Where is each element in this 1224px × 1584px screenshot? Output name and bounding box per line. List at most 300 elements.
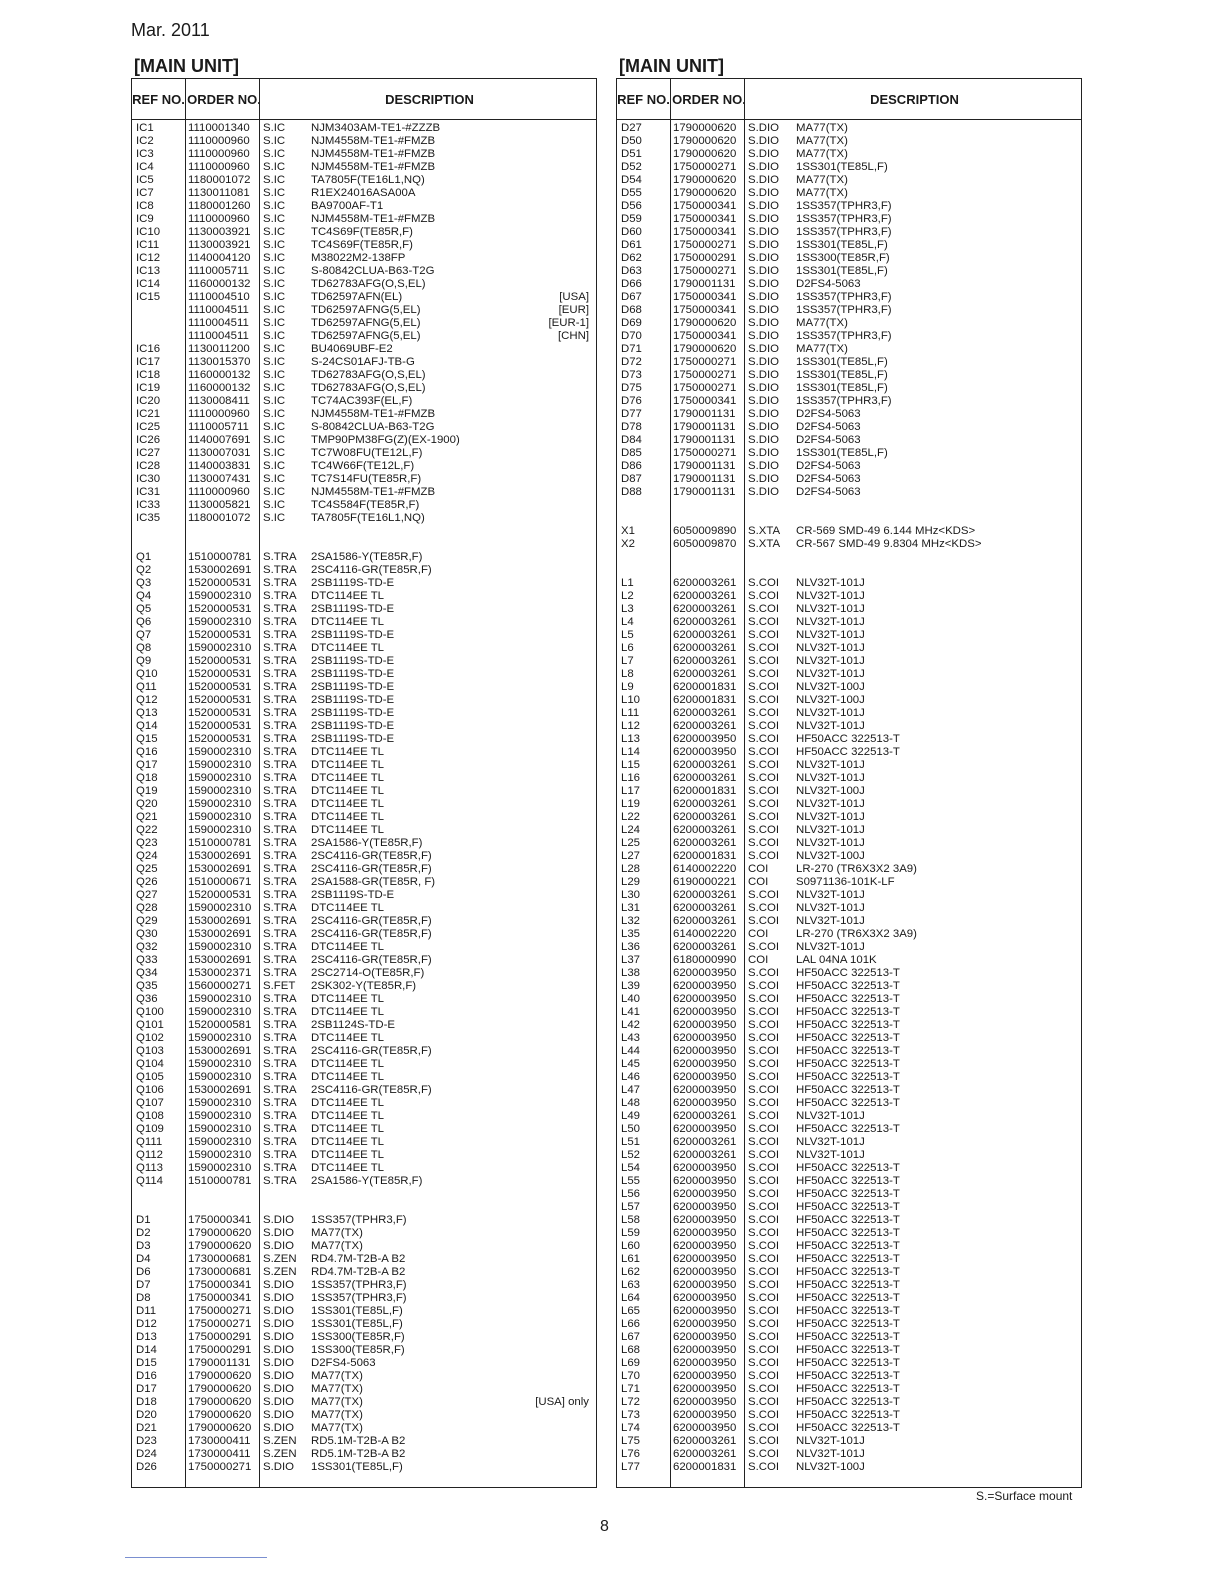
table-row bbox=[617, 239, 1081, 252]
ref-no: D14 bbox=[136, 1344, 157, 1356]
part-type: S.IC bbox=[263, 174, 286, 186]
ref-no: Q108 bbox=[136, 1110, 164, 1122]
ref-no: L56 bbox=[621, 1188, 641, 1200]
part-type: S.COI bbox=[748, 707, 780, 719]
part-type: S.TRA bbox=[263, 668, 297, 680]
order-no: 1520000531 bbox=[188, 889, 252, 901]
ref-no: D11 bbox=[136, 1305, 157, 1317]
ref-no: IC13 bbox=[136, 265, 161, 277]
order-no: 1530002371 bbox=[188, 967, 252, 979]
description: D2FS4-5063 bbox=[796, 408, 861, 420]
order-no: 1750000291 bbox=[188, 1331, 252, 1343]
description: DTC114EE TL bbox=[311, 902, 385, 914]
description: NLV32T-101J bbox=[796, 811, 865, 823]
order-no: 1790001131 bbox=[188, 1357, 251, 1369]
ref-no: IC10 bbox=[136, 226, 161, 238]
order-no: 1510000671 bbox=[188, 876, 252, 888]
order-no: 6200003950 bbox=[673, 1318, 737, 1330]
table-row bbox=[617, 200, 1081, 213]
description: D2FS4-5063 bbox=[311, 1357, 376, 1369]
description: DTC114EE TL bbox=[311, 1110, 385, 1122]
table-row bbox=[617, 902, 1081, 915]
table-row bbox=[617, 603, 1081, 616]
description: D2FS4-5063 bbox=[796, 486, 861, 498]
table-row bbox=[617, 421, 1081, 434]
ref-no: IC30 bbox=[136, 473, 161, 485]
description: HF50ACC 322513-T bbox=[796, 993, 900, 1005]
table-row bbox=[132, 343, 596, 356]
table-row bbox=[617, 1305, 1081, 1318]
part-type: S.TRA bbox=[263, 694, 297, 706]
ref-no: L42 bbox=[621, 1019, 641, 1031]
ref-no: Q106 bbox=[136, 1084, 164, 1096]
table-row bbox=[617, 330, 1081, 343]
order-no: 1110004511 bbox=[188, 330, 249, 342]
table-row bbox=[617, 564, 1081, 577]
order-no: 6200001831 bbox=[673, 694, 737, 706]
description: MA77(TX) bbox=[796, 122, 848, 134]
order-no: 1530002691 bbox=[188, 564, 252, 576]
ref-no: D86 bbox=[621, 460, 642, 472]
part-type: S.DIO bbox=[263, 1383, 295, 1395]
ref-no: IC12 bbox=[136, 252, 161, 264]
order-no: 1590002310 bbox=[188, 824, 252, 836]
table-row bbox=[132, 603, 596, 616]
table-row bbox=[617, 785, 1081, 798]
ref-no: D61 bbox=[621, 239, 642, 251]
description: LAL 04NA 101K bbox=[796, 954, 877, 966]
part-type: S.COI bbox=[748, 577, 780, 589]
table-row bbox=[132, 863, 596, 876]
order-no: 1750000341 bbox=[673, 226, 737, 238]
order-no: 1750000271 bbox=[188, 1461, 252, 1473]
ref-no: D68 bbox=[621, 304, 642, 316]
ref-no: IC8 bbox=[136, 200, 154, 212]
description: TC4S69F(TE85R,F) bbox=[311, 239, 413, 251]
table-row bbox=[132, 226, 596, 239]
table-row bbox=[132, 1162, 596, 1175]
ref-no: IC31 bbox=[136, 486, 161, 498]
part-type: S.COI bbox=[748, 1149, 780, 1161]
table-row bbox=[132, 1123, 596, 1136]
order-no: 6190000221 bbox=[673, 876, 737, 888]
part-type: S.DIO bbox=[263, 1357, 295, 1369]
table-row bbox=[132, 382, 596, 395]
ref-no: D7 bbox=[136, 1279, 151, 1291]
order-no: 1750000341 bbox=[188, 1279, 252, 1291]
part-type: S.COI bbox=[748, 1383, 780, 1395]
table-row bbox=[132, 1201, 596, 1214]
description: TC7W08FU(TE12L,F) bbox=[311, 447, 423, 459]
part-type: S.COI bbox=[748, 1227, 780, 1239]
ref-no: Q19 bbox=[136, 785, 158, 797]
ref-no: L7 bbox=[621, 655, 634, 667]
part-type: S.COI bbox=[748, 1136, 780, 1148]
description: NJM4558M-TE1-#FMZB bbox=[311, 148, 436, 160]
order-no: 1730000681 bbox=[188, 1253, 252, 1265]
part-type: S.DIO bbox=[748, 395, 780, 407]
table-row bbox=[617, 1331, 1081, 1344]
table-row bbox=[132, 577, 596, 590]
table-header bbox=[132, 79, 596, 120]
ref-no: Q102 bbox=[136, 1032, 164, 1044]
table-row bbox=[617, 759, 1081, 772]
order-no: 6200003261 bbox=[673, 759, 737, 771]
ref-no: IC4 bbox=[136, 161, 154, 173]
table-row bbox=[132, 941, 596, 954]
description: S-80842CLUA-B63-T2G bbox=[311, 265, 435, 277]
part-type: S.COI bbox=[748, 590, 780, 602]
order-no: 6200003950 bbox=[673, 1084, 737, 1096]
ref-no: L24 bbox=[621, 824, 641, 836]
order-no: 6200003261 bbox=[673, 616, 737, 628]
ref-no: IC18 bbox=[136, 369, 161, 381]
table-row bbox=[132, 954, 596, 967]
part-type: S.COI bbox=[748, 811, 780, 823]
part-type: S.COI bbox=[748, 733, 780, 745]
part-type: S.DIO bbox=[748, 200, 780, 212]
ref-no: Q4 bbox=[136, 590, 152, 602]
part-type: S.COI bbox=[748, 772, 780, 784]
table-row bbox=[617, 941, 1081, 954]
table-row bbox=[132, 486, 596, 499]
description: HF50ACC 322513-T bbox=[796, 1032, 900, 1044]
order-no: 6200003261 bbox=[673, 655, 737, 667]
description: 2SC4116-GR(TE85R,F) bbox=[311, 915, 432, 927]
order-no: 1590002310 bbox=[188, 1032, 252, 1044]
description: NLV32T-101J bbox=[796, 655, 865, 667]
part-type: COI bbox=[748, 876, 769, 888]
order-no: 1110000960 bbox=[188, 408, 250, 420]
ref-no: D12 bbox=[136, 1318, 157, 1330]
table-row bbox=[132, 187, 596, 200]
order-no: 1140004120 bbox=[188, 252, 251, 264]
description: HF50ACC 322513-T bbox=[796, 1071, 900, 1083]
table-row bbox=[132, 1019, 596, 1032]
table-row bbox=[617, 655, 1081, 668]
table-row bbox=[617, 213, 1081, 226]
part-type: S.TRA bbox=[263, 772, 297, 784]
description: NLV32T-100J bbox=[796, 850, 865, 862]
part-type: S.COI bbox=[748, 1188, 780, 1200]
ref-no: D24 bbox=[136, 1448, 157, 1460]
description: HF50ACC 322513-T bbox=[796, 733, 900, 745]
ref-no: L16 bbox=[621, 772, 641, 784]
table-row bbox=[132, 902, 596, 915]
table-row bbox=[617, 122, 1081, 135]
table-row bbox=[617, 551, 1081, 564]
part-type: S.COI bbox=[748, 993, 780, 1005]
description: DTC114EE TL bbox=[311, 590, 385, 602]
description: NLV32T-101J bbox=[796, 824, 865, 836]
part-type: S.IC bbox=[263, 382, 286, 394]
description: 2SC4116-GR(TE85R,F) bbox=[311, 863, 432, 875]
order-no: 1110000960 bbox=[188, 486, 250, 498]
order-no: 1510000781 bbox=[188, 551, 252, 563]
table-row bbox=[617, 876, 1081, 889]
description: HF50ACC 322513-T bbox=[796, 1396, 900, 1408]
description: 2SB1119S-TD-E bbox=[311, 681, 395, 693]
order-no: 1530002691 bbox=[188, 850, 252, 862]
table-row bbox=[617, 681, 1081, 694]
part-type: S.COI bbox=[748, 1305, 780, 1317]
table-row bbox=[132, 1240, 596, 1253]
description: 2SB1119S-TD-E bbox=[311, 733, 395, 745]
order-no: 1790000620 bbox=[673, 317, 737, 329]
table-row bbox=[617, 811, 1081, 824]
ref-no: L67 bbox=[621, 1331, 641, 1343]
ref-no: L14 bbox=[621, 746, 641, 758]
table-row bbox=[617, 1201, 1081, 1214]
order-no: 1750000271 bbox=[673, 382, 737, 394]
table-row bbox=[617, 226, 1081, 239]
ref-no: L74 bbox=[621, 1422, 641, 1434]
order-no: 6200003950 bbox=[673, 1292, 737, 1304]
ref-no: D70 bbox=[621, 330, 642, 342]
table-row bbox=[617, 538, 1081, 551]
table-row bbox=[617, 395, 1081, 408]
description: DTC114EE TL bbox=[311, 798, 385, 810]
part-type: S.DIO bbox=[263, 1409, 295, 1421]
description: DTC114EE TL bbox=[311, 616, 385, 628]
table-row bbox=[132, 317, 596, 330]
description: 1SS357(TPHR3,F) bbox=[311, 1279, 407, 1291]
description: MA77(TX) bbox=[311, 1422, 363, 1434]
table-row bbox=[132, 655, 596, 668]
part-type: S.COI bbox=[748, 655, 780, 667]
ref-no: D77 bbox=[621, 408, 642, 420]
description: NLV32T-101J bbox=[796, 889, 865, 901]
ref-no: D66 bbox=[621, 278, 642, 290]
ref-no: IC26 bbox=[136, 434, 161, 446]
ref-no: D69 bbox=[621, 317, 642, 329]
description: HF50ACC 322513-T bbox=[796, 1318, 900, 1330]
part-type: S.COI bbox=[748, 1162, 780, 1174]
description: 2SB1119S-TD-E bbox=[311, 629, 395, 641]
part-type: S.TRA bbox=[263, 876, 297, 888]
part-type: COI bbox=[748, 954, 769, 966]
ref-no: L12 bbox=[621, 720, 641, 732]
description: DTC114EE TL bbox=[311, 1123, 385, 1135]
order-no: 1750000271 bbox=[188, 1318, 252, 1330]
part-type: S.DIO bbox=[263, 1305, 295, 1317]
part-type: S.COI bbox=[748, 837, 780, 849]
part-type: S.COI bbox=[748, 1175, 780, 1187]
table-row bbox=[617, 1006, 1081, 1019]
ref-no: Q8 bbox=[136, 642, 152, 654]
part-type: S.DIO bbox=[263, 1396, 295, 1408]
ref-no: L39 bbox=[621, 980, 641, 992]
part-type: S.IC bbox=[263, 317, 286, 329]
order-no: 1590002310 bbox=[188, 1162, 252, 1174]
table-row bbox=[132, 1149, 596, 1162]
order-no: 6200003950 bbox=[673, 1331, 737, 1343]
part-type: S.COI bbox=[748, 902, 780, 914]
description: HF50ACC 322513-T bbox=[796, 1357, 900, 1369]
header-ref-no: REF NO. bbox=[617, 91, 670, 107]
part-type: S.COI bbox=[748, 1448, 780, 1460]
table-row bbox=[617, 1344, 1081, 1357]
ref-no: L50 bbox=[621, 1123, 641, 1135]
ref-no: L43 bbox=[621, 1032, 641, 1044]
table-row bbox=[132, 1383, 596, 1396]
table-row bbox=[132, 538, 596, 551]
part-type: S.TRA bbox=[263, 551, 297, 563]
order-no: 1790001131 bbox=[673, 408, 736, 420]
header-description: DESCRIPTION bbox=[870, 91, 959, 107]
order-no: 6200003950 bbox=[673, 1058, 737, 1070]
part-type: S.TRA bbox=[263, 954, 297, 966]
part-type: S.DIO bbox=[263, 1318, 295, 1330]
table-row bbox=[132, 434, 596, 447]
table-row bbox=[617, 1279, 1081, 1292]
order-no: 1750000271 bbox=[673, 369, 737, 381]
part-type: S.TRA bbox=[263, 1097, 297, 1109]
ref-no: L25 bbox=[621, 837, 641, 849]
order-no: 1160000132 bbox=[188, 382, 251, 394]
description: TC4S584F(TE85R,F) bbox=[311, 499, 420, 511]
order-no: 6200003950 bbox=[673, 1422, 737, 1434]
order-no: 6050009870 bbox=[673, 538, 737, 550]
ref-no: IC21 bbox=[136, 408, 161, 420]
table-row bbox=[617, 434, 1081, 447]
description: 1SS301(TE85L,F) bbox=[796, 447, 888, 459]
order-no: 1110000960 bbox=[188, 213, 250, 225]
ref-no: L71 bbox=[621, 1383, 641, 1395]
part-type: S.DIO bbox=[263, 1279, 295, 1291]
table-row bbox=[617, 1396, 1081, 1409]
description: D2FS4-5063 bbox=[796, 434, 861, 446]
table-row bbox=[617, 187, 1081, 200]
order-no: 1530002691 bbox=[188, 1045, 252, 1057]
table-row bbox=[617, 642, 1081, 655]
description: HF50ACC 322513-T bbox=[796, 1253, 900, 1265]
description: 1SS301(TE85L,F) bbox=[796, 265, 888, 277]
part-type: S.DIO bbox=[748, 486, 780, 498]
ref-no: L41 bbox=[621, 1006, 641, 1018]
ref-no: D4 bbox=[136, 1253, 151, 1265]
part-type: S.COI bbox=[748, 1357, 780, 1369]
part-type: S.DIO bbox=[263, 1370, 295, 1382]
description: DTC114EE TL bbox=[311, 824, 385, 836]
description: NLV32T-101J bbox=[796, 720, 865, 732]
ref-no: L45 bbox=[621, 1058, 641, 1070]
table-row bbox=[132, 291, 596, 304]
order-no: 1730000681 bbox=[188, 1266, 252, 1278]
table-row bbox=[132, 408, 596, 421]
order-no: 1790000620 bbox=[673, 148, 737, 160]
table-rows bbox=[617, 122, 1081, 1474]
ref-no: Q109 bbox=[136, 1123, 164, 1135]
table-row bbox=[617, 1045, 1081, 1058]
table-row bbox=[132, 1084, 596, 1097]
description: NLV32T-101J bbox=[796, 772, 865, 784]
part-type: S.IC bbox=[263, 278, 286, 290]
order-no: 6200003261 bbox=[673, 915, 737, 927]
part-type: S.DIO bbox=[748, 330, 780, 342]
order-no: 6200003950 bbox=[673, 1409, 737, 1421]
order-no: 1750000271 bbox=[673, 265, 737, 277]
part-type: S.COI bbox=[748, 1266, 780, 1278]
part-type: S.TRA bbox=[263, 837, 297, 849]
description: MA77(TX) bbox=[796, 135, 848, 147]
table-row bbox=[132, 499, 596, 512]
part-type: S.TRA bbox=[263, 824, 297, 836]
description: DTC114EE TL bbox=[311, 759, 385, 771]
order-no: 1590002310 bbox=[188, 759, 252, 771]
ref-no: Q17 bbox=[136, 759, 158, 771]
ref-no: Q9 bbox=[136, 655, 152, 667]
table-row bbox=[617, 369, 1081, 382]
part-type: S.COI bbox=[748, 1019, 780, 1031]
part-type: S.TRA bbox=[263, 889, 297, 901]
description: 1SS357(TPHR3,F) bbox=[796, 226, 892, 238]
ref-no: Q36 bbox=[136, 993, 158, 1005]
order-no: 6140002220 bbox=[673, 928, 737, 940]
ref-no: Q6 bbox=[136, 616, 152, 628]
part-type: S.IC bbox=[263, 395, 286, 407]
ref-no: D13 bbox=[136, 1331, 157, 1343]
table-row bbox=[617, 1292, 1081, 1305]
description: DTC114EE TL bbox=[311, 1162, 385, 1174]
ref-no: L30 bbox=[621, 889, 641, 901]
description: S-80842CLUA-B63-T2G bbox=[311, 421, 435, 433]
table-row bbox=[132, 551, 596, 564]
table-row bbox=[617, 1227, 1081, 1240]
table-row bbox=[617, 668, 1081, 681]
order-no: 6200003950 bbox=[673, 1266, 737, 1278]
table-row bbox=[132, 1318, 596, 1331]
ref-no: L75 bbox=[621, 1435, 641, 1447]
ref-no: Q18 bbox=[136, 772, 158, 784]
order-no: 1520000531 bbox=[188, 655, 252, 667]
ref-no: L36 bbox=[621, 941, 641, 953]
part-type: S.IC bbox=[263, 122, 286, 134]
table-row bbox=[617, 1175, 1081, 1188]
order-no: 1130011200 bbox=[188, 343, 250, 355]
description: D2FS4-5063 bbox=[796, 460, 861, 472]
ref-no: L13 bbox=[621, 733, 641, 745]
part-type: S.IC bbox=[263, 343, 286, 355]
note: [EUR-1] bbox=[548, 317, 589, 329]
table-row bbox=[617, 629, 1081, 642]
order-no: 1130007431 bbox=[188, 473, 251, 485]
part-type: S.COI bbox=[748, 681, 780, 693]
order-no: 6140002220 bbox=[673, 863, 737, 875]
part-type: S.TRA bbox=[263, 1006, 297, 1018]
table-row bbox=[617, 967, 1081, 980]
description: 1SS357(TPHR3,F) bbox=[796, 291, 892, 303]
part-type: S.TRA bbox=[263, 1058, 297, 1070]
ref-no: Q3 bbox=[136, 577, 152, 589]
ref-no: D85 bbox=[621, 447, 642, 459]
ref-no: Q32 bbox=[136, 941, 158, 953]
table-row bbox=[617, 382, 1081, 395]
part-type: S.IC bbox=[263, 421, 286, 433]
part-type: S.TRA bbox=[263, 1045, 297, 1057]
ref-no: X2 bbox=[621, 538, 635, 550]
ref-no: Q30 bbox=[136, 928, 158, 940]
ref-no: X1 bbox=[621, 525, 635, 537]
order-no: 6200003950 bbox=[673, 1123, 737, 1135]
table-row bbox=[132, 746, 596, 759]
table-row bbox=[132, 889, 596, 902]
description: 1SS357(TPHR3,F) bbox=[796, 213, 892, 225]
document-date: Mar. 2011 bbox=[131, 20, 210, 40]
ref-no: Q28 bbox=[136, 902, 158, 914]
note: [USA] only bbox=[535, 1396, 589, 1408]
description: NJM3403AM-TE1-#ZZZB bbox=[311, 122, 441, 134]
